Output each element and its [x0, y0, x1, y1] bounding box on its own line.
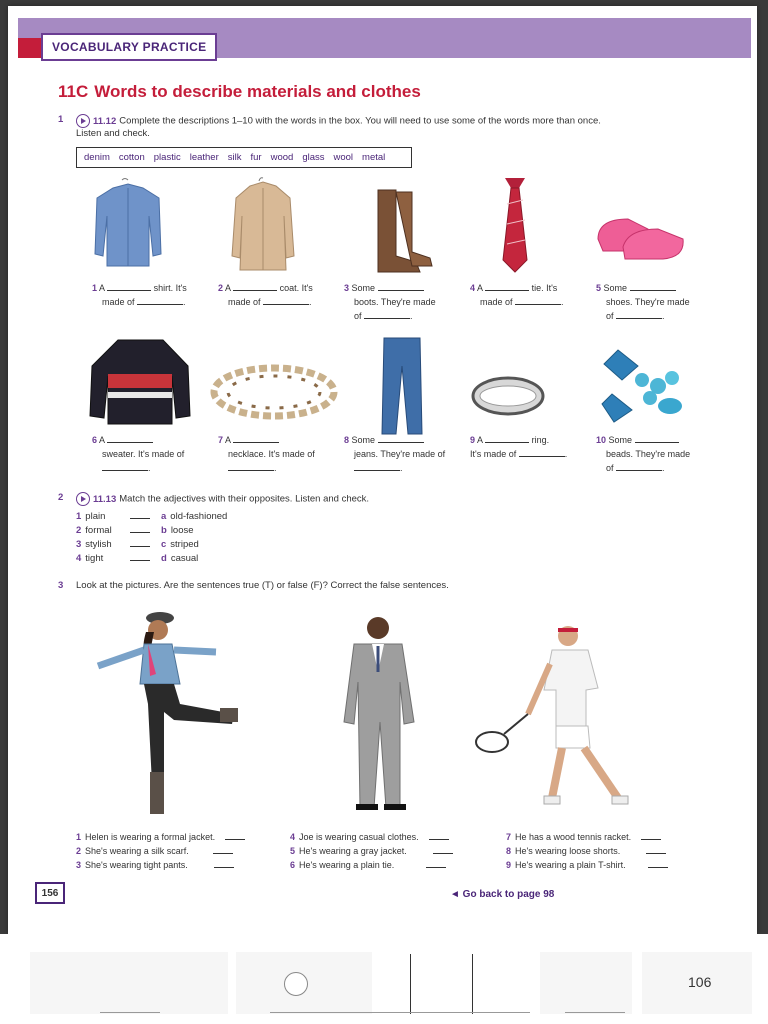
tf-column-1: 1 Helen is wearing a formal jacket. 2 She's wearing a silk scarf. 3 She's wearing tight pants.	[76, 830, 245, 872]
answer-blanks	[120, 510, 150, 566]
answer-blank[interactable]	[130, 560, 150, 561]
workbook-page	[8, 6, 757, 934]
exercise-number: 3	[58, 580, 64, 591]
exercise-2-instruction	[58, 492, 676, 506]
answer-blank[interactable]	[635, 433, 679, 443]
metal-ring-image	[470, 374, 546, 418]
caption-8: 8 Some jeans. They're made of .	[344, 435, 446, 473]
answer-blank[interactable]	[433, 853, 453, 854]
toolbar-slot[interactable]	[540, 952, 632, 1014]
divider	[472, 954, 473, 1014]
audio-track[interactable]: 11.13	[93, 493, 117, 505]
unit-title	[58, 82, 421, 102]
divider	[410, 954, 411, 1014]
wood-necklace-image	[208, 358, 340, 426]
answer-blank[interactable]	[137, 295, 183, 305]
adjective-list: 1 plain 2 formal 3 stylish 4 tight	[76, 511, 112, 564]
instruction-text: Look at the pictures. Are the sentences true (T) or false (F)? Correct the false sentences.	[76, 580, 449, 591]
caption-6: 6 A sweater. It's made of .	[92, 435, 185, 473]
audio-play-icon[interactable]	[76, 114, 90, 128]
answer-blank[interactable]	[485, 281, 529, 291]
toolbar-underline	[270, 1012, 530, 1013]
leather-boots-image	[368, 186, 438, 274]
answer-blank[interactable]	[233, 281, 277, 291]
caption-3: 3 Some boots. They're made of .	[344, 283, 436, 321]
answer-blank[interactable]	[107, 281, 151, 291]
toolbar-underline	[565, 1012, 625, 1013]
unit-title-text: Words to describe materials and clothes	[94, 82, 421, 101]
word: fur	[250, 152, 262, 163]
go-back-link[interactable]: ◄ Go back to page 98	[450, 889, 555, 900]
answer-blank[interactable]	[228, 461, 274, 471]
answer-blank[interactable]	[616, 461, 662, 471]
word: denim	[84, 152, 110, 163]
exercise-3-instruction	[58, 580, 676, 592]
exercise-1-instruction	[58, 114, 676, 140]
answer-blank[interactable]	[233, 433, 279, 443]
instruction-text-2: Listen and check.	[76, 128, 150, 139]
answer-blank[interactable]	[214, 867, 234, 868]
answer-blank[interactable]	[485, 433, 529, 443]
page-indicator: 106	[688, 974, 712, 990]
section-label: VOCABULARY PRACTICE	[41, 33, 217, 61]
plastic-shoes-image	[593, 209, 693, 264]
answer-blank[interactable]	[641, 839, 661, 840]
answer-blank[interactable]	[213, 853, 233, 854]
word: wood	[270, 152, 294, 163]
viewer-toolbar	[0, 934, 768, 1024]
answer-blank[interactable]	[225, 839, 245, 840]
answer-blank[interactable]	[130, 546, 150, 547]
answer-blank[interactable]	[630, 281, 676, 291]
toolbar-underline	[100, 1012, 160, 1013]
word: leather	[189, 152, 219, 163]
answer-blank[interactable]	[648, 867, 668, 868]
answer-blank[interactable]	[130, 518, 150, 519]
caption-2: 2 A coat. It's made of .	[218, 283, 313, 307]
word: metal	[362, 152, 386, 163]
answer-blank[interactable]	[378, 433, 424, 443]
answer-blank[interactable]	[378, 281, 424, 291]
glass-beads-image	[598, 346, 693, 426]
answer-blank[interactable]	[102, 461, 148, 471]
exercise-number: 1	[58, 114, 64, 125]
tennis-player-image	[468, 618, 643, 818]
shirt-image	[93, 176, 163, 268]
denim-jeans-image	[380, 336, 424, 436]
caption-7: 7 A necklace. It's made of .	[218, 435, 315, 473]
answer-blank[interactable]	[263, 295, 309, 305]
answer-blank[interactable]	[364, 309, 410, 319]
instruction-text: Match the adjectives with their opposites. Listen and check.	[119, 493, 370, 505]
word: plastic	[153, 152, 181, 163]
word: wool	[333, 152, 354, 163]
audio-track[interactable]: 11.12	[93, 115, 117, 127]
answer-blank[interactable]	[519, 447, 565, 457]
caption-5: 5 Some shoes. They're made of .	[596, 283, 690, 321]
word: cotton	[118, 152, 145, 163]
answer-blank[interactable]	[429, 839, 449, 840]
caption-4: 4 A tie. It's made of .	[470, 283, 564, 307]
answer-blank[interactable]	[616, 309, 662, 319]
answer-blank[interactable]	[130, 532, 150, 533]
answer-blank[interactable]	[354, 461, 400, 471]
answer-blank[interactable]	[426, 867, 446, 868]
exercise-number: 2	[58, 492, 64, 503]
word-box	[76, 147, 412, 168]
man-suit-image	[328, 612, 428, 818]
answer-blank[interactable]	[107, 433, 153, 443]
opposite-list: a old-fashioned b loose c striped d casual	[161, 511, 228, 564]
answer-blank[interactable]	[515, 295, 561, 305]
word: glass	[302, 152, 325, 163]
wool-sweater-image	[88, 336, 193, 426]
unit-code: 11C	[58, 82, 89, 101]
tf-column-3: 7 He has a wood tennis racket. 8 He's wearing loose shorts. 9 He's wearing a plain T-shirt.	[506, 830, 668, 872]
toolbar-slot[interactable]	[30, 952, 228, 1014]
woman-image	[84, 604, 244, 824]
instruction-text: Complete the descriptions 1–10 with the words in the box. You will need to use some of the words more than once.	[119, 115, 601, 127]
circle-icon[interactable]	[284, 972, 308, 996]
page-number: 156	[35, 882, 65, 904]
caption-10: 10 Some beads. They're made of .	[596, 435, 691, 473]
word: silk	[227, 152, 242, 163]
audio-play-icon[interactable]	[76, 492, 90, 506]
answer-blank[interactable]	[646, 853, 666, 854]
fur-coat-image	[228, 176, 298, 271]
tf-column-2: 4 Joe is wearing casual clothes. 5 He's wearing a gray jacket. 6 He's wearing a plain tie.	[290, 830, 453, 872]
caption-9: 9 A ring. It's made of .	[470, 435, 568, 459]
tie-image	[495, 174, 535, 274]
caption-1: 1 A shirt. It's made of .	[92, 283, 187, 307]
